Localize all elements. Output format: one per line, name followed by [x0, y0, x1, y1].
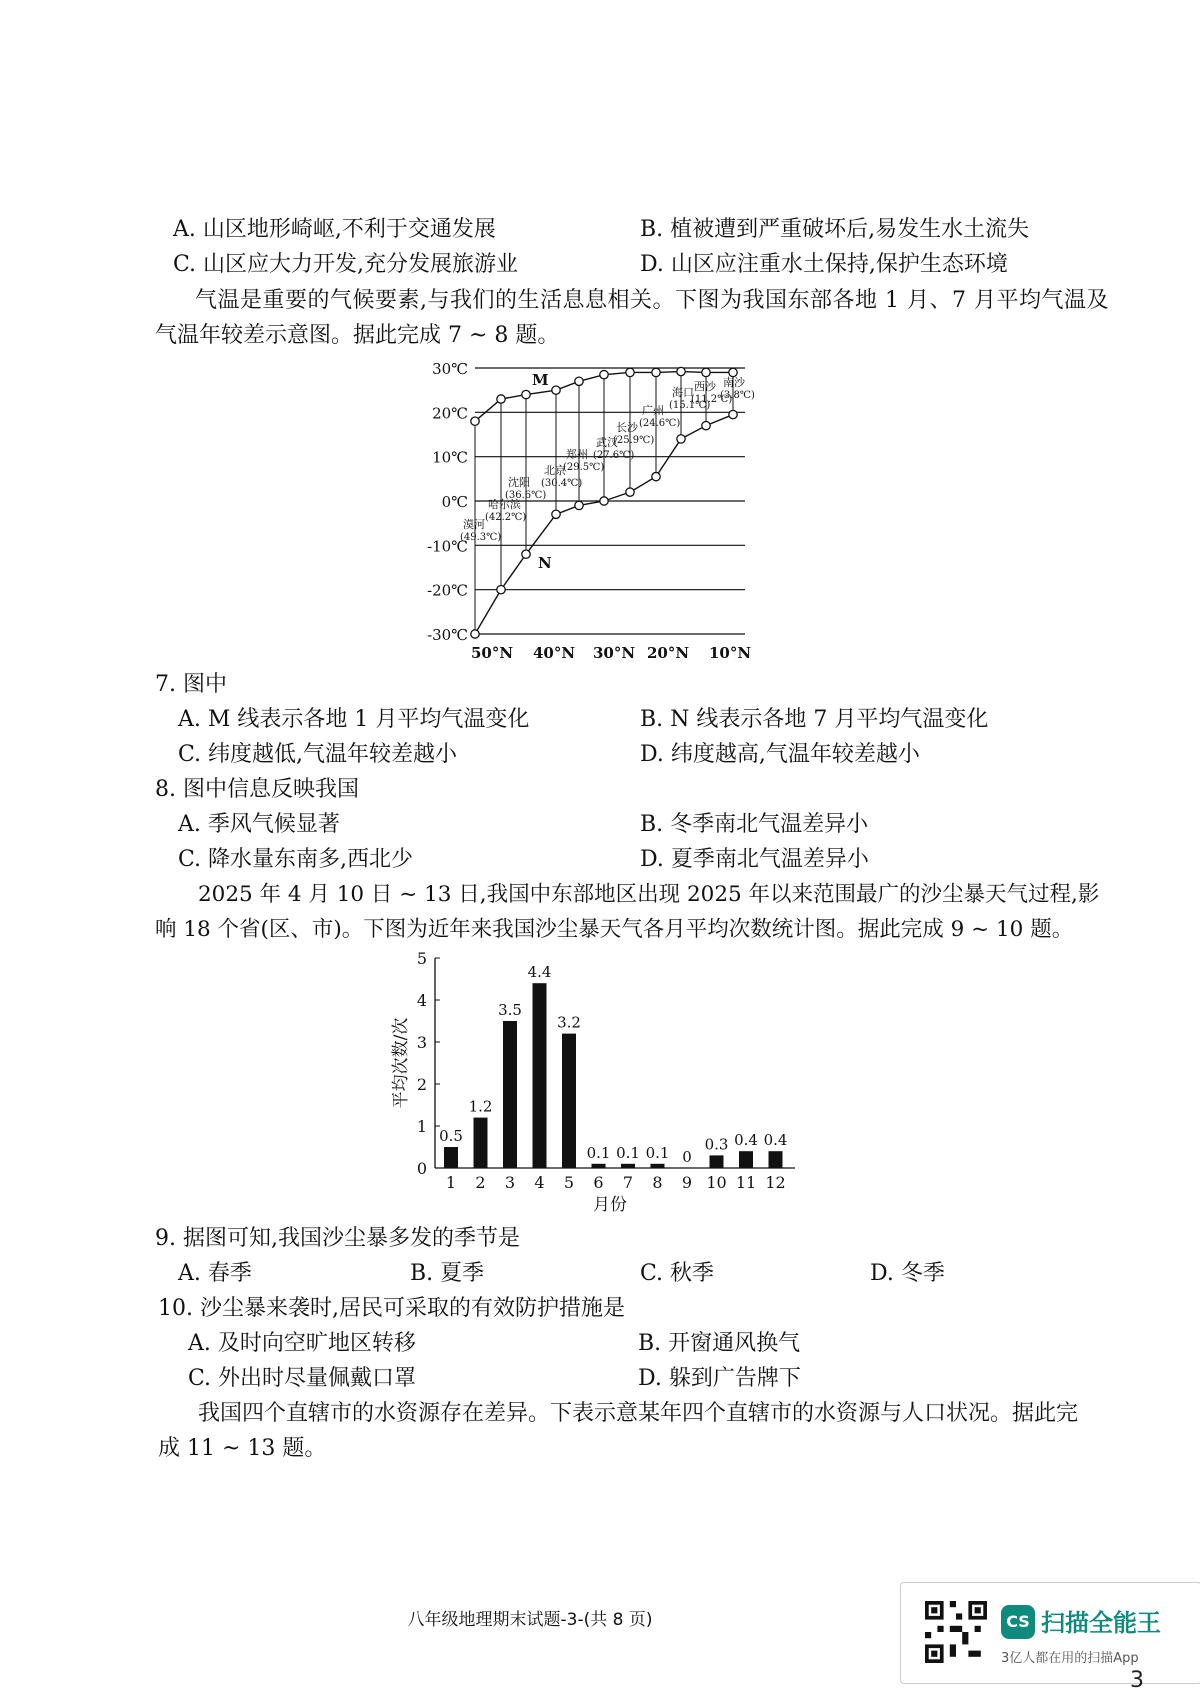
bar	[621, 1164, 635, 1168]
q10-option-c: C. 外出时尽量佩戴口罩	[188, 1366, 417, 1391]
x-axis-label: 月份	[593, 1195, 627, 1215]
y-tick-label: -30℃	[427, 626, 468, 644]
data-label: 0.1	[586, 1143, 611, 1162]
q6-option-c: C. 山区应大力开发,充分发展旅游业	[173, 252, 519, 277]
station-name: 北京	[544, 464, 566, 477]
intro-11-13-line1: 我国四个直辖市的水资源存在差异。下表示意某年四个直辖市的水资源与人口状况。据此完	[198, 1401, 1079, 1426]
station-range: (36.6℃)	[505, 490, 547, 501]
bar	[769, 1151, 783, 1168]
x-tick-label: 9	[681, 1173, 693, 1192]
station-name: 哈尔滨	[488, 498, 521, 511]
q8-stem: 8. 图中信息反映我国	[155, 777, 359, 802]
q10-stem: 10. 沙尘暴来袭时,居民可采取的有效防护措施是	[158, 1296, 625, 1321]
q7-option-c: C. 纬度越低,气温年较差越小	[178, 742, 458, 767]
data-point	[575, 377, 583, 385]
qr-code-icon	[925, 1601, 987, 1663]
station-name: 南沙	[723, 376, 745, 389]
data-label: 4.4	[527, 963, 552, 982]
y-tick-label: 4	[416, 991, 427, 1010]
temperature-chart	[400, 352, 800, 672]
data-point	[600, 370, 608, 378]
bar	[710, 1155, 724, 1168]
q7-stem: 7. 图中	[155, 672, 227, 697]
station-name: 武汉	[596, 436, 618, 449]
station-range: (30.4℃)	[541, 478, 583, 489]
data-point	[677, 435, 685, 443]
bar	[592, 1164, 606, 1168]
data-label: 0.3	[704, 1135, 729, 1154]
station-range: (49.3℃)	[460, 532, 502, 543]
q6-option-a: A. 山区地形崎岖,不利于交通发展	[173, 217, 496, 242]
data-point	[677, 367, 685, 375]
x-tick-label: 50°N	[470, 644, 514, 662]
x-tick-label: 8	[652, 1173, 663, 1192]
q7-option-a: A. M 线表示各地 1 月平均气温变化	[178, 707, 530, 732]
x-tick-label: 10	[706, 1173, 727, 1192]
bar	[533, 983, 547, 1168]
x-tick-label: 3	[504, 1173, 516, 1192]
y-tick-label: 0℃	[441, 493, 468, 511]
data-label: 1.2	[468, 1097, 493, 1116]
camscanner-logo: CS	[1001, 1605, 1035, 1639]
bar	[503, 1021, 517, 1168]
station-range: (27.6℃)	[593, 450, 635, 461]
intro-7-8-line2: 气温年较差示意图。据此完成 7 ~ 8 题。	[155, 323, 560, 348]
data-point	[522, 550, 530, 558]
data-point	[626, 368, 634, 376]
x-tick-label: 11	[735, 1173, 757, 1192]
x-tick-label: 12	[765, 1173, 786, 1192]
q8-option-d: D. 夏季南北气温差异小	[640, 847, 869, 872]
station-name: 长沙	[616, 421, 638, 434]
page-footer: 八年级地理期末试题-3-(共 8 页)	[407, 1610, 653, 1630]
station-name: 海口	[672, 386, 694, 399]
data-label: 0.4	[734, 1131, 758, 1150]
data-point	[729, 410, 737, 418]
data-point	[497, 395, 505, 403]
data-point	[575, 501, 583, 509]
station-range: (29.5℃)	[563, 462, 605, 473]
data-label: 0	[682, 1148, 692, 1166]
y-tick-label: 1	[416, 1117, 427, 1136]
station-range: (25.9℃)	[613, 435, 655, 446]
station-name: 西沙	[694, 380, 716, 393]
y-tick-label: 3	[416, 1033, 427, 1052]
station-range: (3.8℃)	[720, 390, 755, 401]
x-tick-label: 1	[445, 1173, 457, 1192]
camscanner-tagline: 3亿人都在用的扫描App	[1001, 1651, 1139, 1666]
x-tick-label: 2	[475, 1173, 486, 1192]
data-point	[702, 421, 710, 429]
y-tick-label: 0	[416, 1159, 427, 1178]
station-range: (15.1℃)	[669, 400, 711, 411]
data-point	[702, 368, 710, 376]
station-range: (42.2℃)	[485, 512, 527, 523]
data-point	[552, 510, 560, 518]
data-point	[652, 472, 660, 480]
station-name: 沈阳	[508, 476, 530, 489]
q9-option-d: D. 冬季	[870, 1261, 945, 1286]
intro-11-13-line2: 成 11 ~ 13 题。	[158, 1436, 327, 1461]
q9-option-b: B. 夏季	[410, 1261, 485, 1286]
x-tick-label: 6	[593, 1173, 604, 1192]
data-point	[626, 488, 634, 496]
y-tick-label: 2	[416, 1075, 427, 1094]
data-point	[471, 630, 479, 638]
camscanner-name: 扫描全能王	[1041, 1609, 1161, 1637]
data-label: 3.5	[498, 1001, 522, 1019]
y-tick-label: 5	[416, 949, 427, 968]
station-name: 郑州	[566, 448, 588, 461]
q9-stem: 9. 据图可知,我国沙尘暴多发的季节是	[155, 1226, 520, 1251]
x-tick-label: 20°N	[646, 644, 690, 662]
y-tick-label: -10℃	[427, 537, 468, 556]
y-tick-label: 10℃	[432, 448, 468, 467]
data-point	[497, 585, 505, 593]
station-name: 漠河	[463, 518, 485, 531]
bar	[739, 1151, 753, 1168]
bar	[651, 1164, 665, 1168]
intro-9-10-line2: 响 18 个省(区、市)。下图为近年来我国沙尘暴天气各月平均次数统计图。据此完成 9 ~ 10 题。	[155, 917, 1074, 942]
data-point	[600, 497, 608, 505]
line-label-n: N	[538, 554, 552, 572]
y-tick-label: 20℃	[432, 404, 468, 423]
x-tick-label: 10°N	[708, 644, 752, 662]
intro-7-8-line1: 气温是重要的气候要素,与我们的生活息息相关。下图为我国东部各地 1 月、7 月平均气温及	[195, 288, 1109, 313]
data-point	[552, 386, 560, 394]
x-tick-label: 7	[622, 1173, 634, 1192]
q10-option-a: A. 及时向空旷地区转移	[188, 1331, 416, 1356]
data-point	[522, 390, 530, 398]
data-label: 0.1	[616, 1143, 640, 1162]
y-axis-label: 平均次数/次	[391, 1017, 411, 1109]
q8-option-a: A. 季风气候显著	[178, 812, 340, 837]
y-tick-label: 30℃	[432, 360, 468, 378]
x-tick-label: 5	[563, 1173, 575, 1192]
dust-storm-chart	[380, 948, 810, 1223]
data-label: 0.4	[763, 1131, 788, 1150]
line-label-m: M	[532, 371, 549, 389]
q6-option-d: D. 山区应注重水土保持,保护生态环境	[640, 252, 1008, 277]
q9-option-a: A. 春季	[178, 1261, 252, 1286]
data-label: 3.2	[557, 1013, 581, 1032]
x-tick-label: 30°N	[592, 644, 636, 662]
q8-option-b: B. 冬季南北气温差异小	[640, 812, 869, 837]
bar	[474, 1118, 488, 1168]
intro-9-10-line1: 2025 年 4 月 10 日 ~ 13 日,我国中东部地区出现 2025 年以来范围最广的沙尘暴天气过程,影	[198, 882, 1100, 907]
q8-option-c: C. 降水量东南多,西北少	[178, 847, 414, 872]
q9-option-c: C. 秋季	[640, 1261, 715, 1286]
data-point	[471, 417, 479, 425]
bar	[444, 1147, 458, 1168]
station-name: 广州	[642, 404, 664, 417]
q10-option-b: B. 开窗通风换气	[638, 1331, 801, 1356]
q6-option-b: B. 植被遭到严重破坏后,易发生水土流失	[640, 217, 1030, 242]
q7-option-b: B. N 线表示各地 7 月平均气温变化	[640, 707, 989, 732]
x-tick-label: 4	[534, 1173, 545, 1192]
bar	[562, 1034, 576, 1168]
scanner-watermark	[900, 1582, 1200, 1684]
data-point	[652, 368, 660, 376]
y-tick-label: -20℃	[427, 581, 468, 600]
data-label: 0.5	[439, 1127, 463, 1145]
q10-option-d: D. 躲到广告牌下	[638, 1366, 801, 1391]
x-tick-label: 40°N	[532, 644, 576, 662]
data-label: 0.1	[645, 1143, 670, 1162]
q7-option-d: D. 纬度越高,气温年较差越小	[640, 742, 920, 767]
station-range: (24.6℃)	[639, 418, 681, 429]
station-range: (11.2℃)	[691, 394, 733, 405]
page-corner-number: 3	[1130, 1668, 1144, 1693]
